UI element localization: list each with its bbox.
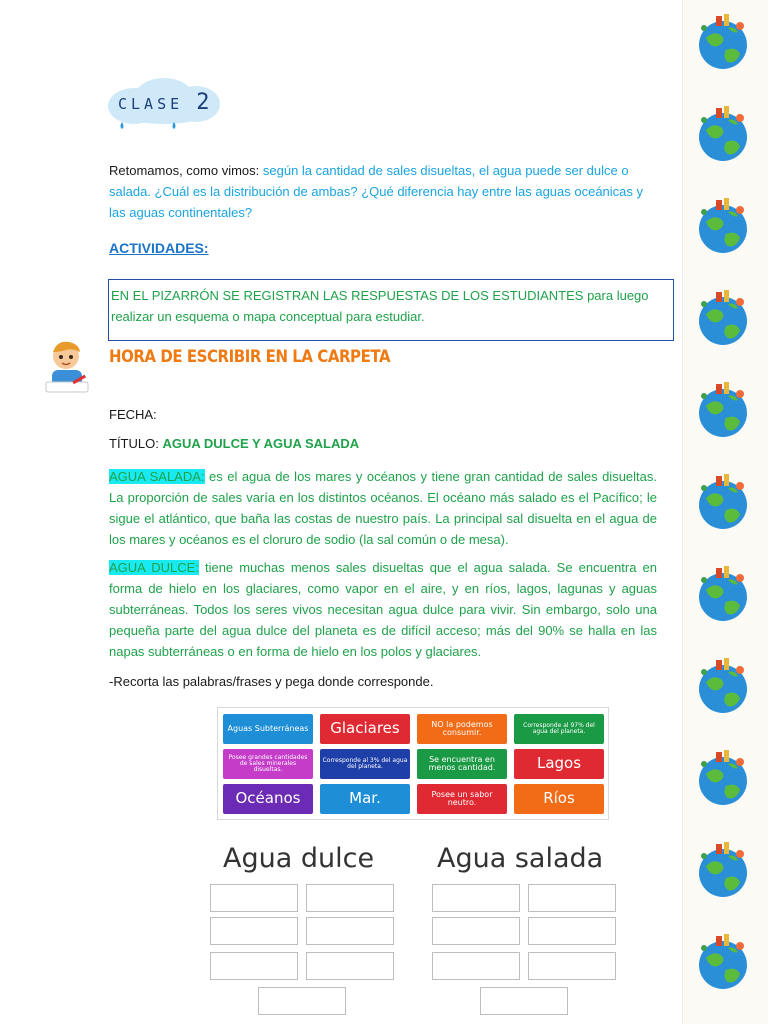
box-rest: para luego realizar un esquema o mapa conceptual para estudiar. — [111, 288, 649, 324]
agua-salada-heading: Agua salada — [437, 843, 604, 874]
agua-salada-slot[interactable] — [432, 917, 520, 945]
agua-dulce-slot[interactable] — [306, 952, 394, 980]
agua-salada-text: es el agua de los mares y océanos y tiene gran cantidad de sales disueltas. La proporción de sales varía en los distintos océanos. El océano más salado es el Pacífico; le sigue el atlántico, que baña las costas de nuestro país. La principal sal disuelta en el agua de los mares y océanos es el cloruro de sodio (la sal común o de mesa). — [109, 469, 657, 547]
globe-icon — [692, 656, 754, 718]
agua-salada-slot[interactable] — [528, 952, 616, 980]
clase-label: CLASE 2 — [118, 90, 210, 115]
intro-questions: según la cantidad de sales disueltas, el agua puede ser dulce o salada. ¿Cuál es la distribución de ambas? ¿Qué diferencia hay entre las aguas oceánicas y las aguas continentales? — [109, 163, 644, 220]
titulo-line — [109, 436, 359, 451]
globe-icon — [692, 196, 754, 258]
globe-icon — [692, 12, 754, 74]
titulo-value: AGUA DULCE Y AGUA SALADA — [162, 436, 360, 451]
word-card[interactable]: Posee grandes cantidades de sales minerales disueltas. — [223, 749, 313, 779]
agua-dulce-text: tiene muchas menos sales disueltas que el agua salada. Se encuentra en forma de hielo en los glaciares, como vapor en el aire, y en ríos, lagos, lagunas y aguas subterráneas. Todos los seres vivos necesitan agua dulce para vivir. Sin embargo, solo una pequeña parte del agua dulce del planeta es de difícil acceso; más del 90% se halla en las napas subterráneas o en forma de hielo en los polos y glaciares. — [109, 560, 657, 659]
intro-lead: Retomamos, como vimos: — [109, 163, 263, 178]
instruction-text: -Recorta las palabras/frases y pega donde corresponde. — [109, 674, 434, 689]
agua-salada-slot[interactable] — [432, 884, 520, 912]
word-card[interactable]: Corresponde al 97% del agua del planeta. — [514, 714, 604, 744]
word-card[interactable]: Se encuentra en menos cantidad. — [417, 749, 507, 779]
agua-dulce-slot[interactable] — [258, 987, 346, 1015]
agua-dulce-slot[interactable] — [306, 917, 394, 945]
hora-de-escribir-title: HORA DE ESCRIBIR EN LA CARPETA — [109, 347, 391, 367]
globe-icon — [692, 748, 754, 810]
agua-dulce-slot[interactable] — [210, 952, 298, 980]
globe-icon — [692, 932, 754, 994]
box-caps: EN EL PIZARRÓN SE REGISTRAN LAS RESPUESTAS DE LOS ESTUDIANTES — [111, 288, 584, 303]
word-card[interactable]: Aguas Subterráneas — [223, 714, 313, 744]
word-card[interactable]: Océanos — [223, 784, 313, 814]
word-card[interactable]: Glaciares — [320, 714, 410, 744]
agua-salada-slot[interactable] — [528, 917, 616, 945]
intro-paragraph — [109, 160, 657, 223]
agua-dulce-slot[interactable] — [306, 884, 394, 912]
agua-salada-slot[interactable] — [528, 884, 616, 912]
globe-icon — [692, 380, 754, 442]
word-card[interactable]: Mar. — [320, 784, 410, 814]
agua-salada-slot[interactable] — [432, 952, 520, 980]
agua-salada-slot[interactable] — [480, 987, 568, 1015]
agua-dulce-term: AGUA DULCE: — [109, 560, 199, 575]
word-card[interactable]: Ríos — [514, 784, 604, 814]
agua-salada-paragraph — [109, 466, 657, 550]
globe-icon — [692, 840, 754, 902]
word-card[interactable]: Corresponde al 3% del agua del planeta. — [320, 749, 410, 779]
word-cards-panel — [217, 707, 609, 820]
globe-icon — [692, 288, 754, 350]
agua-dulce-slot[interactable] — [210, 917, 298, 945]
agua-dulce-heading: Agua dulce — [223, 843, 375, 874]
titulo-label: TÍTULO: — [109, 436, 163, 451]
word-card[interactable]: NO la podemos consumir. — [417, 714, 507, 744]
globe-icon — [692, 564, 754, 626]
agua-dulce-paragraph — [109, 557, 657, 662]
agua-dulce-slot[interactable] — [210, 884, 298, 912]
word-card[interactable]: Lagos — [514, 749, 604, 779]
blackboard-box — [108, 279, 674, 341]
activities-title: ACTIVIDADES: — [109, 240, 209, 256]
globe-icon — [692, 472, 754, 534]
clase-cloud-badge — [104, 76, 224, 140]
globe-icon — [692, 104, 754, 166]
word-card[interactable]: Posee un sabor neutro. — [417, 784, 507, 814]
student-writing-icon — [42, 338, 94, 398]
fecha-label: FECHA: — [109, 407, 157, 422]
agua-salada-term: AGUA SALADA: — [109, 469, 205, 484]
